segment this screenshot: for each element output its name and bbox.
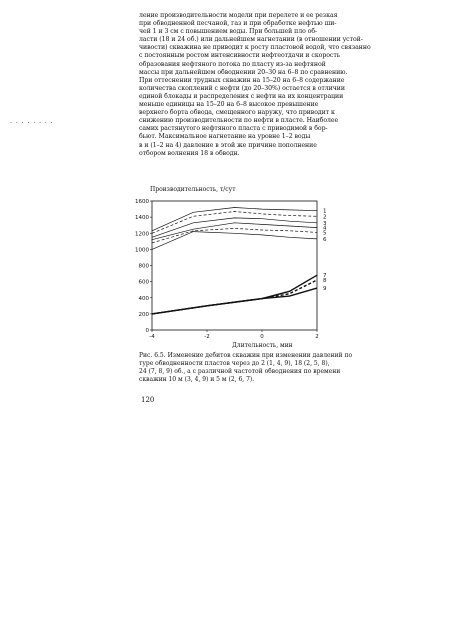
body-text-line: При оттеснении трудных скважин на 15–20 на 6–8 содержание: [139, 76, 345, 84]
body-text: [139, 12, 371, 158]
page-number: 120: [141, 396, 155, 404]
caption-line: 24 (7, 8, 9) об., а с различной частотой обводнения по времени: [139, 368, 341, 375]
series-label: 7: [323, 273, 327, 280]
y-tick-label: 800: [138, 263, 149, 270]
body-text-line: единой блокады и распределения с нефти на их концентрации: [139, 92, 344, 100]
caption-line: туре обводненности пластов через до 2 (1, 4, 9), 18 (2, 5, 8),: [139, 360, 330, 367]
body-text-line: в и (1–2 на 4) давление в этой же причине пополнение: [139, 141, 317, 149]
y-tick-label: 1600: [135, 199, 149, 205]
series-label: 3: [323, 220, 327, 227]
body-text-line: бьют. Максимальное нагнетание на уровне 1–2 воды: [139, 133, 311, 141]
x-tick-label: -4: [149, 334, 155, 340]
body-text-line: массы при дальнейшем обводнении 20–30 на 6–8 по сравнению.: [139, 68, 348, 76]
body-text-line: чей 1 и 3 см с повышением воды. При большей пло об-: [139, 28, 318, 36]
body-text-line: отбором волнения 18 в обводн.: [139, 149, 240, 157]
chart: [132, 195, 337, 343]
body-text-line: при обводненной песчаной, газ и при обработке нефтью ши-: [139, 20, 337, 28]
y-tick-label: 200: [138, 311, 149, 318]
y-tick-label: 600: [138, 279, 149, 286]
series-line-6: [152, 232, 317, 250]
margin-mark: . . . . . . . .: [10, 118, 54, 125]
chart-ticks: [135, 199, 319, 340]
series-label: 6: [323, 236, 327, 243]
series-line-8: [152, 280, 317, 314]
body-text-line: чивости) скважина не приводит к росту пластовой водой, что связанно: [139, 44, 371, 52]
y-tick-label: 1200: [135, 231, 149, 238]
x-axis-label: Длительность, мин: [232, 342, 293, 349]
y-axis-label: Производительность, т/сут: [150, 186, 236, 193]
body-text-line: самих растянутого нефтяного пласта с приводимой в бор-: [139, 125, 328, 133]
series-line-2: [152, 212, 317, 234]
body-text-line: образования нефтяного потока по пласту из-за нефтяной: [139, 60, 326, 68]
y-tick-label: 1400: [135, 215, 149, 222]
body-text-line: верхнего борта обвода, смещенного наружу, что приводит к: [139, 109, 335, 117]
series-labels: [323, 209, 327, 292]
series-label: 2: [323, 214, 327, 221]
body-text-line: с постоянным ростом интенсивности нефтеотдачи и скорость: [139, 52, 341, 60]
y-tick-label: 400: [138, 295, 149, 302]
caption-line: скважин 10 м (3, 4, 9) и 5 м (2, 6, 7).: [139, 376, 255, 383]
x-tick-label: 0: [260, 334, 264, 340]
series-label: 4: [323, 225, 327, 232]
x-tick-label: 2: [315, 334, 319, 340]
y-tick-label: 1000: [135, 247, 149, 254]
series-line-3: [152, 218, 317, 237]
series-label: 5: [323, 230, 327, 237]
series-label: 9: [323, 286, 327, 293]
series-line-7: [152, 275, 317, 314]
body-text-line: количества скоплений с нефти (до 20–30%) остается в отличии: [139, 84, 345, 92]
series-line-5: [152, 228, 317, 243]
figure-caption: [139, 352, 353, 384]
chart-series: [152, 208, 317, 314]
series-label: 8: [323, 278, 327, 285]
body-text-line: меньше единицы на 15–20 на 6–8 высокое превышение: [139, 101, 319, 109]
body-text-line: ласти (18 и 24 об.) или дальнейшем нагнетании (в отношении устой-: [139, 36, 363, 44]
series-line-1: [152, 208, 317, 231]
series-label: 1: [323, 208, 327, 215]
body-text-line: снижению производительности по нефти в пласте. Наиболее: [139, 117, 339, 125]
caption-line: Рис. 6.5. Изменение дебитов скважин при изменении давлений по: [139, 352, 353, 359]
x-tick-label: -2: [204, 334, 210, 340]
y-tick-label: 0: [145, 328, 149, 334]
body-text-line: ление производительности модели при перелете и ее резкая: [139, 12, 338, 19]
